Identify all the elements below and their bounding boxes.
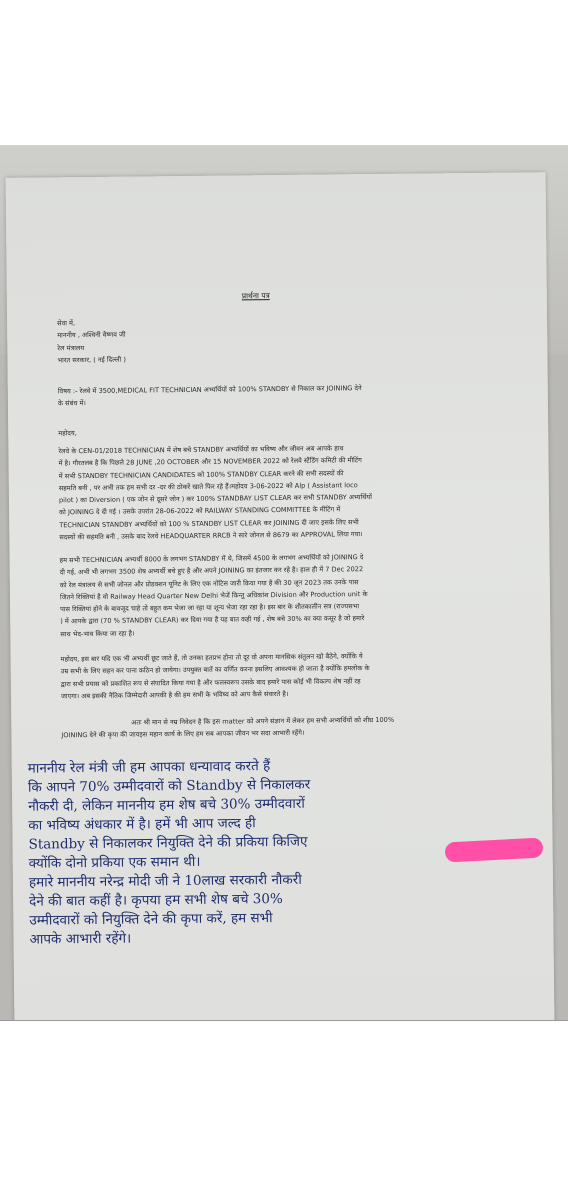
paragraph-line: पास रिक्तियां होने के बावजूद चाहे तो बहुत कम भेजा जा रहा या शून्य भेजा रहा रहा है। इस बार के शीतकालीन सत्र (राज्यसभा: [60, 602, 360, 614]
handwritten-line: माननीय रेल मंत्री जी हम आपका धन्यावाद करते हैं: [27, 758, 271, 777]
paragraph-line: में सभी STANDBY TECHNICIAN CANDIDATES को 100% STANDBY CLEAR करने की सभी सदस्यों की: [58, 468, 344, 480]
handwritten-note: [28, 757, 312, 950]
image-bottom-edge: [0, 1020, 568, 1021]
document-photo: [0, 145, 568, 1020]
paragraph-line: सदस्यों की सहमति बनी , उसके बाद रेलवे HEADQUARTER RRCB ने सारे जोनल से 8679 का APPROVAL लिया गया।: [59, 530, 363, 542]
recipient-line: माननीय , अश्विनी वैष्णव जी: [57, 330, 126, 340]
paragraph-line: महोदय, इस बार यदि एक भी अभ्यर्थी छूट जाते हैं, तो उनका हतप्रभ होना तो दूर वो अपना मानसिक संतुलन खो बैठेंगे, क्योंकि ये: [60, 652, 363, 664]
paragraph-line: द्वारा सभी प्रयास को प्रकाशित रूप से संपादित किया गया है और फलस्वरूप उसके बाद हमारे पास कोई भी विकल्प शेष नहीं रह: [60, 676, 361, 688]
paragraph-line: उम्र सभी के लिए सहन कर पाना कठिन हो जायेगा। उपयुक्त बातें का वर्णित करना इसलिए आवश्यक हो जाता है क्योंकि हमलोक के: [60, 664, 370, 676]
paragraph-line: को रेल मंत्रालय से सभी जोनल और प्रोडक्शन यूनिट के लिए एक नोटिस जारी किया गया है की 30 जून 2023 तक उनके पास: [59, 577, 359, 589]
paragraph-line: TECHNICIAN STANDBY अभ्यर्थियों को 100 % STANDBY LIST CLEAR कर JOINING दी जाए इसके लिए सभी: [59, 517, 359, 530]
handwritten-line: कि आपने 70% उम्मीदवारों को Standby से निकालकर: [27, 776, 311, 796]
paragraph-1: [58, 442, 372, 544]
subject-line: विषय :- रेलवे में 3500,MEDICAL FIT TECHNICIAN अभ्यर्थियों को 100% STANDBY से निकाल कर JOINING देने: [57, 384, 362, 396]
paragraph-line: में है। गौरतलब है कि पिछले 28 JUNE ,20 OCTOBER और 15 NOVEMBER 2022 को रेलवे स्टैंडिंग कमिटी की मीटिंग: [58, 456, 362, 468]
recipient-block: [57, 317, 126, 367]
handwritten-line: हमारे माननीय नरेन्द्र मोदी जी ने 10लाख सरकारी नौकरी: [28, 871, 302, 891]
handwritten-line: उम्मीदवारों को नियुक्ति देने की कृपा करें, हम सभी: [29, 910, 273, 929]
handwritten-line: का भविष्य अंधकार में है। हमें भी आप जल्द ही: [28, 815, 256, 834]
paragraph-line: को JOINING दे दी गई । उसके उपरांत 28-06-2022 को RAILWAY STANDING COMMITTEE के मीटिंग में: [59, 505, 341, 517]
handwritten-line: नौकरी दी, लेकिन माननीय हम शेष बचे 30% उम्मीदवारों: [28, 795, 305, 815]
closing-line: अतः श्री मान से नम्र निवेदन है कि इस matter को अपने संज्ञान में लेकर हम सभी अभ्यर्थियों को शीघ्र 100%: [131, 715, 395, 727]
handwritten-line: Standby से निकालकर नियुक्ति देने की प्रकिया किजिए: [28, 833, 308, 853]
handwritten-line: क्योंकि दोनो प्रकिया एक समान थी।: [28, 853, 201, 872]
paragraph-line: जितने रिक्तियां है वो Railway Head Quarter New Delhi भेजें किन्तु अधिकांश Division और Production unit के: [59, 589, 368, 602]
recipient-line: भारत सरकार, ( नई दिल्ली ): [57, 355, 126, 365]
paragraph-line: ) में आपके द्वारा (70 % STANDBY CLEAR) कर दिया गया है यह बात कही गई , शेष बचे 30% का क्या कसूर है जो हमारे: [60, 614, 365, 626]
paragraph-2: [60, 551, 368, 640]
recipient-line: सेवा में,: [57, 319, 76, 328]
letter-title: प्रार्थना पत्र: [241, 291, 270, 301]
salutation: महोदय,: [58, 429, 77, 438]
closing-paragraph: [61, 714, 394, 742]
paragraph-line: pilot ) का Diversion ( एक जोन से दूसरे जोन ) कर 100% STANDBAY LIST CLEAR कर सभी STANDBY अभ्यर्थियों: [58, 493, 372, 505]
paragraph-line: रेलवे के CEN-01/2018 TECHNICIAN में शेष बचे STANDBY अभ्यर्थियों का भविष्य और जीवन अब आपके हाथ: [58, 444, 344, 456]
handwritten-line: आपके आभारी रहेंगे।: [29, 930, 132, 948]
recipient-line: रेल मंत्रालय: [57, 343, 85, 352]
paragraph-line: जाएगा। अब इसकी नैतिक जिम्मेदारी आपकी है की हम सभी के भविष्य को आप कैसे संवारते है।: [60, 689, 289, 701]
subject-block: [58, 382, 362, 410]
paragraph-line: साथ भेद-भाव किया जा रहा है।: [60, 629, 135, 639]
closing-line: JOINING देने की कृपा की जायइस महान कार्य के लिए हम सब आपका जीवन भर सदा आभारी रहेंगे।: [61, 729, 305, 740]
handwritten-line: देने की बात कहीं है। कृपया हम सभी शेष बचे 30%: [29, 890, 283, 910]
paragraph-line: दी गई, अभी भी लगभग 3500 शेष अभ्यर्थी बचे हुए है और अपने JOINING का इंतजार कर रहे है। हाल ही में 7 Dec 2022: [59, 565, 364, 577]
paragraph-line: हम सभी TECHNICIAN अभ्यर्थी 8000 के लगभग STANDBY में थे, जिसमें 4500 के लगभग अभ्यर्थियों को JOINING दे: [59, 553, 364, 565]
paragraph-3: [61, 650, 370, 702]
subject-line: के संबंध में।: [57, 399, 86, 408]
letter-page: [6, 172, 555, 1020]
paragraph-line: सहमति बनी , पर अभी तक हम सभी दर -दर की ठोकरें खाते फिर रहे हैं।महोदय 3-06-2022 को Alp ( Assistant loco: [58, 481, 358, 493]
